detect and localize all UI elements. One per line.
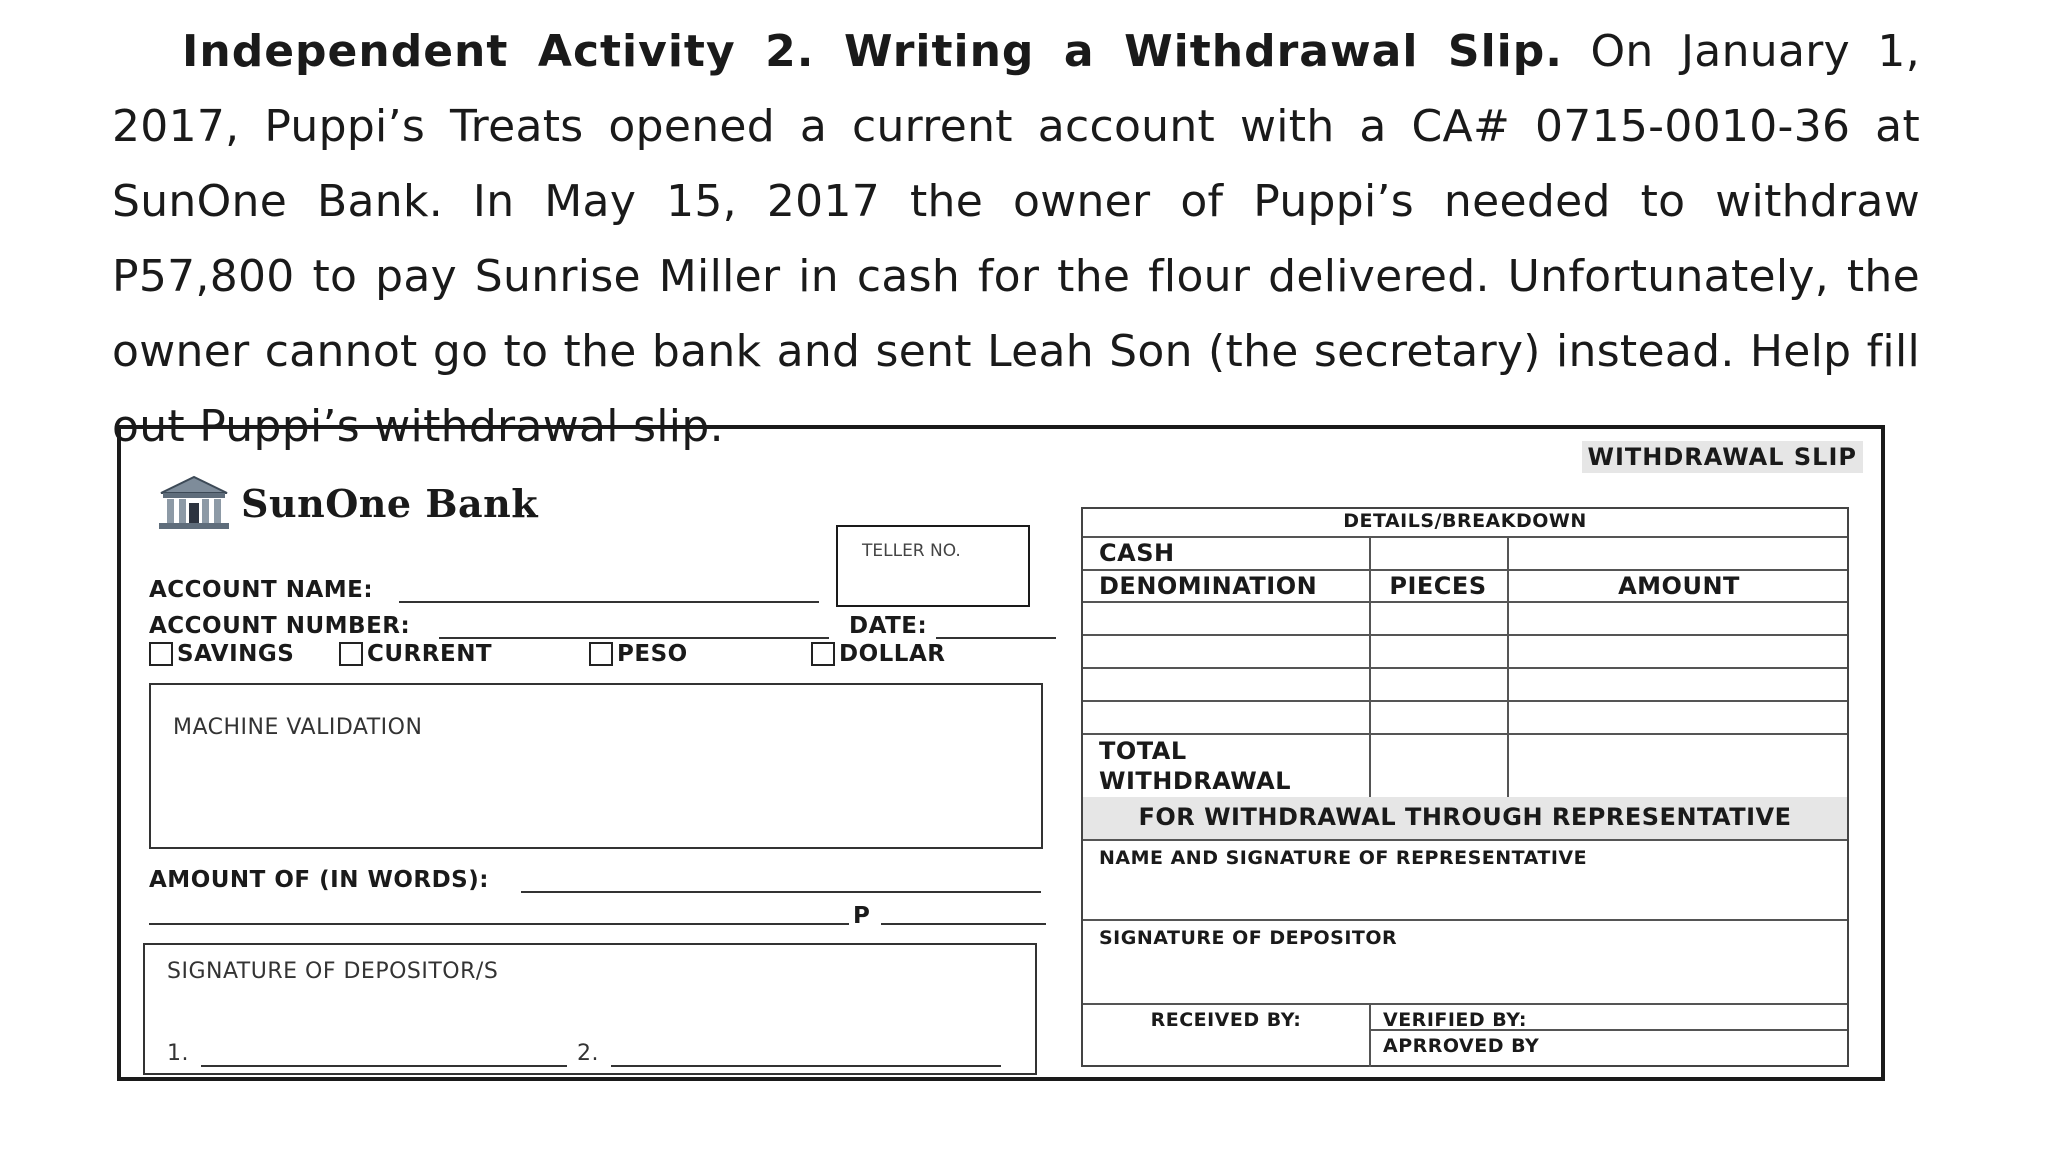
total-label: TOTAL	[1099, 737, 1187, 765]
account-name-field[interactable]	[399, 601, 819, 603]
amount-header: AMOUNT	[1618, 572, 1740, 600]
savings-checkbox[interactable]	[149, 642, 173, 666]
teller-label: TELLER NO.	[862, 541, 961, 561]
received-by-label: RECEIVED BY:	[1150, 1009, 1302, 1031]
details-breakdown-table	[1081, 507, 1849, 1067]
depositor-signature-label: SIGNATURE OF DEPOSITOR/S	[167, 959, 499, 984]
amount-words-label: AMOUNT OF (IN WORDS):	[149, 867, 489, 893]
bank-name: SunOne Bank	[241, 481, 539, 526]
dollar-option[interactable]: DOLLAR	[811, 641, 945, 667]
depositor-signature-box: SIGNATURE OF DEPOSITOR/S 1. 2.	[143, 943, 1037, 1075]
representative-header: FOR WITHDRAWAL THROUGH REPRESENTATIVE	[1138, 803, 1792, 831]
total-withdrawal-label: WITHDRAWAL	[1099, 767, 1292, 795]
amount-words-field[interactable]	[521, 891, 1041, 893]
savings-option[interactable]: SAVINGS	[149, 641, 294, 667]
activity-instructions	[112, 14, 1920, 464]
amount-figures-field[interactable]	[881, 923, 1046, 925]
cash-label: CASH	[1099, 539, 1175, 567]
account-name-label: ACCOUNT NAME:	[149, 577, 374, 603]
current-checkbox[interactable]	[339, 642, 363, 666]
account-number-label: ACCOUNT NUMBER:	[149, 613, 411, 639]
rep-name-signature-label: NAME AND SIGNATURE OF REPRESENTATIVE	[1099, 847, 1588, 869]
details-header: DETAILS/BREAKDOWN	[1343, 510, 1587, 532]
activity-title: Independent Activity 2. Writing a Withdrawal Slip.	[182, 26, 1563, 77]
peso-symbol: P	[853, 903, 871, 929]
teller-number-box[interactable]	[836, 525, 1030, 607]
dollar-checkbox[interactable]	[811, 642, 835, 666]
depositor-signature-2[interactable]	[611, 1065, 1001, 1067]
slip-title: WITHDRAWAL SLIP	[1582, 441, 1863, 473]
depositor-signature-label-right: SIGNATURE OF DEPOSITOR	[1099, 927, 1398, 949]
machine-validation-box	[149, 683, 1043, 849]
amount-words-field-2[interactable]	[149, 923, 849, 925]
verified-by-label: VERIFIED BY:	[1383, 1009, 1527, 1031]
date-field[interactable]	[936, 637, 1056, 639]
date-label: DATE:	[849, 613, 928, 639]
peso-checkbox[interactable]	[589, 642, 613, 666]
bank-building-icon	[155, 473, 233, 531]
denomination-header: DENOMINATION	[1099, 572, 1318, 600]
withdrawal-slip	[117, 425, 1885, 1081]
current-option[interactable]: CURRENT	[339, 641, 492, 667]
activity-body: On January 1, 2017, Puppi’s Treats opened a current account with a CA# 0715-0010-36 at SunOne Bank. In May 15, 2017 the owner of Puppi’s needed to withdraw P57,800 to pay Sunrise Miller in cash for the flour delivered. Unfortunately, the owner cannot go to the bank and sent Leah Son (the secretary) instead. Help fill out Puppi’s withdrawal slip.	[112, 26, 1920, 452]
approved-by-label: APRROVED BY	[1383, 1035, 1540, 1057]
depositor-signature-1[interactable]	[201, 1065, 567, 1067]
machine-validation-label: MACHINE VALIDATION	[173, 715, 423, 740]
peso-option[interactable]: PESO	[589, 641, 688, 667]
account-number-field[interactable]	[439, 637, 829, 639]
pieces-header: PIECES	[1389, 572, 1487, 600]
